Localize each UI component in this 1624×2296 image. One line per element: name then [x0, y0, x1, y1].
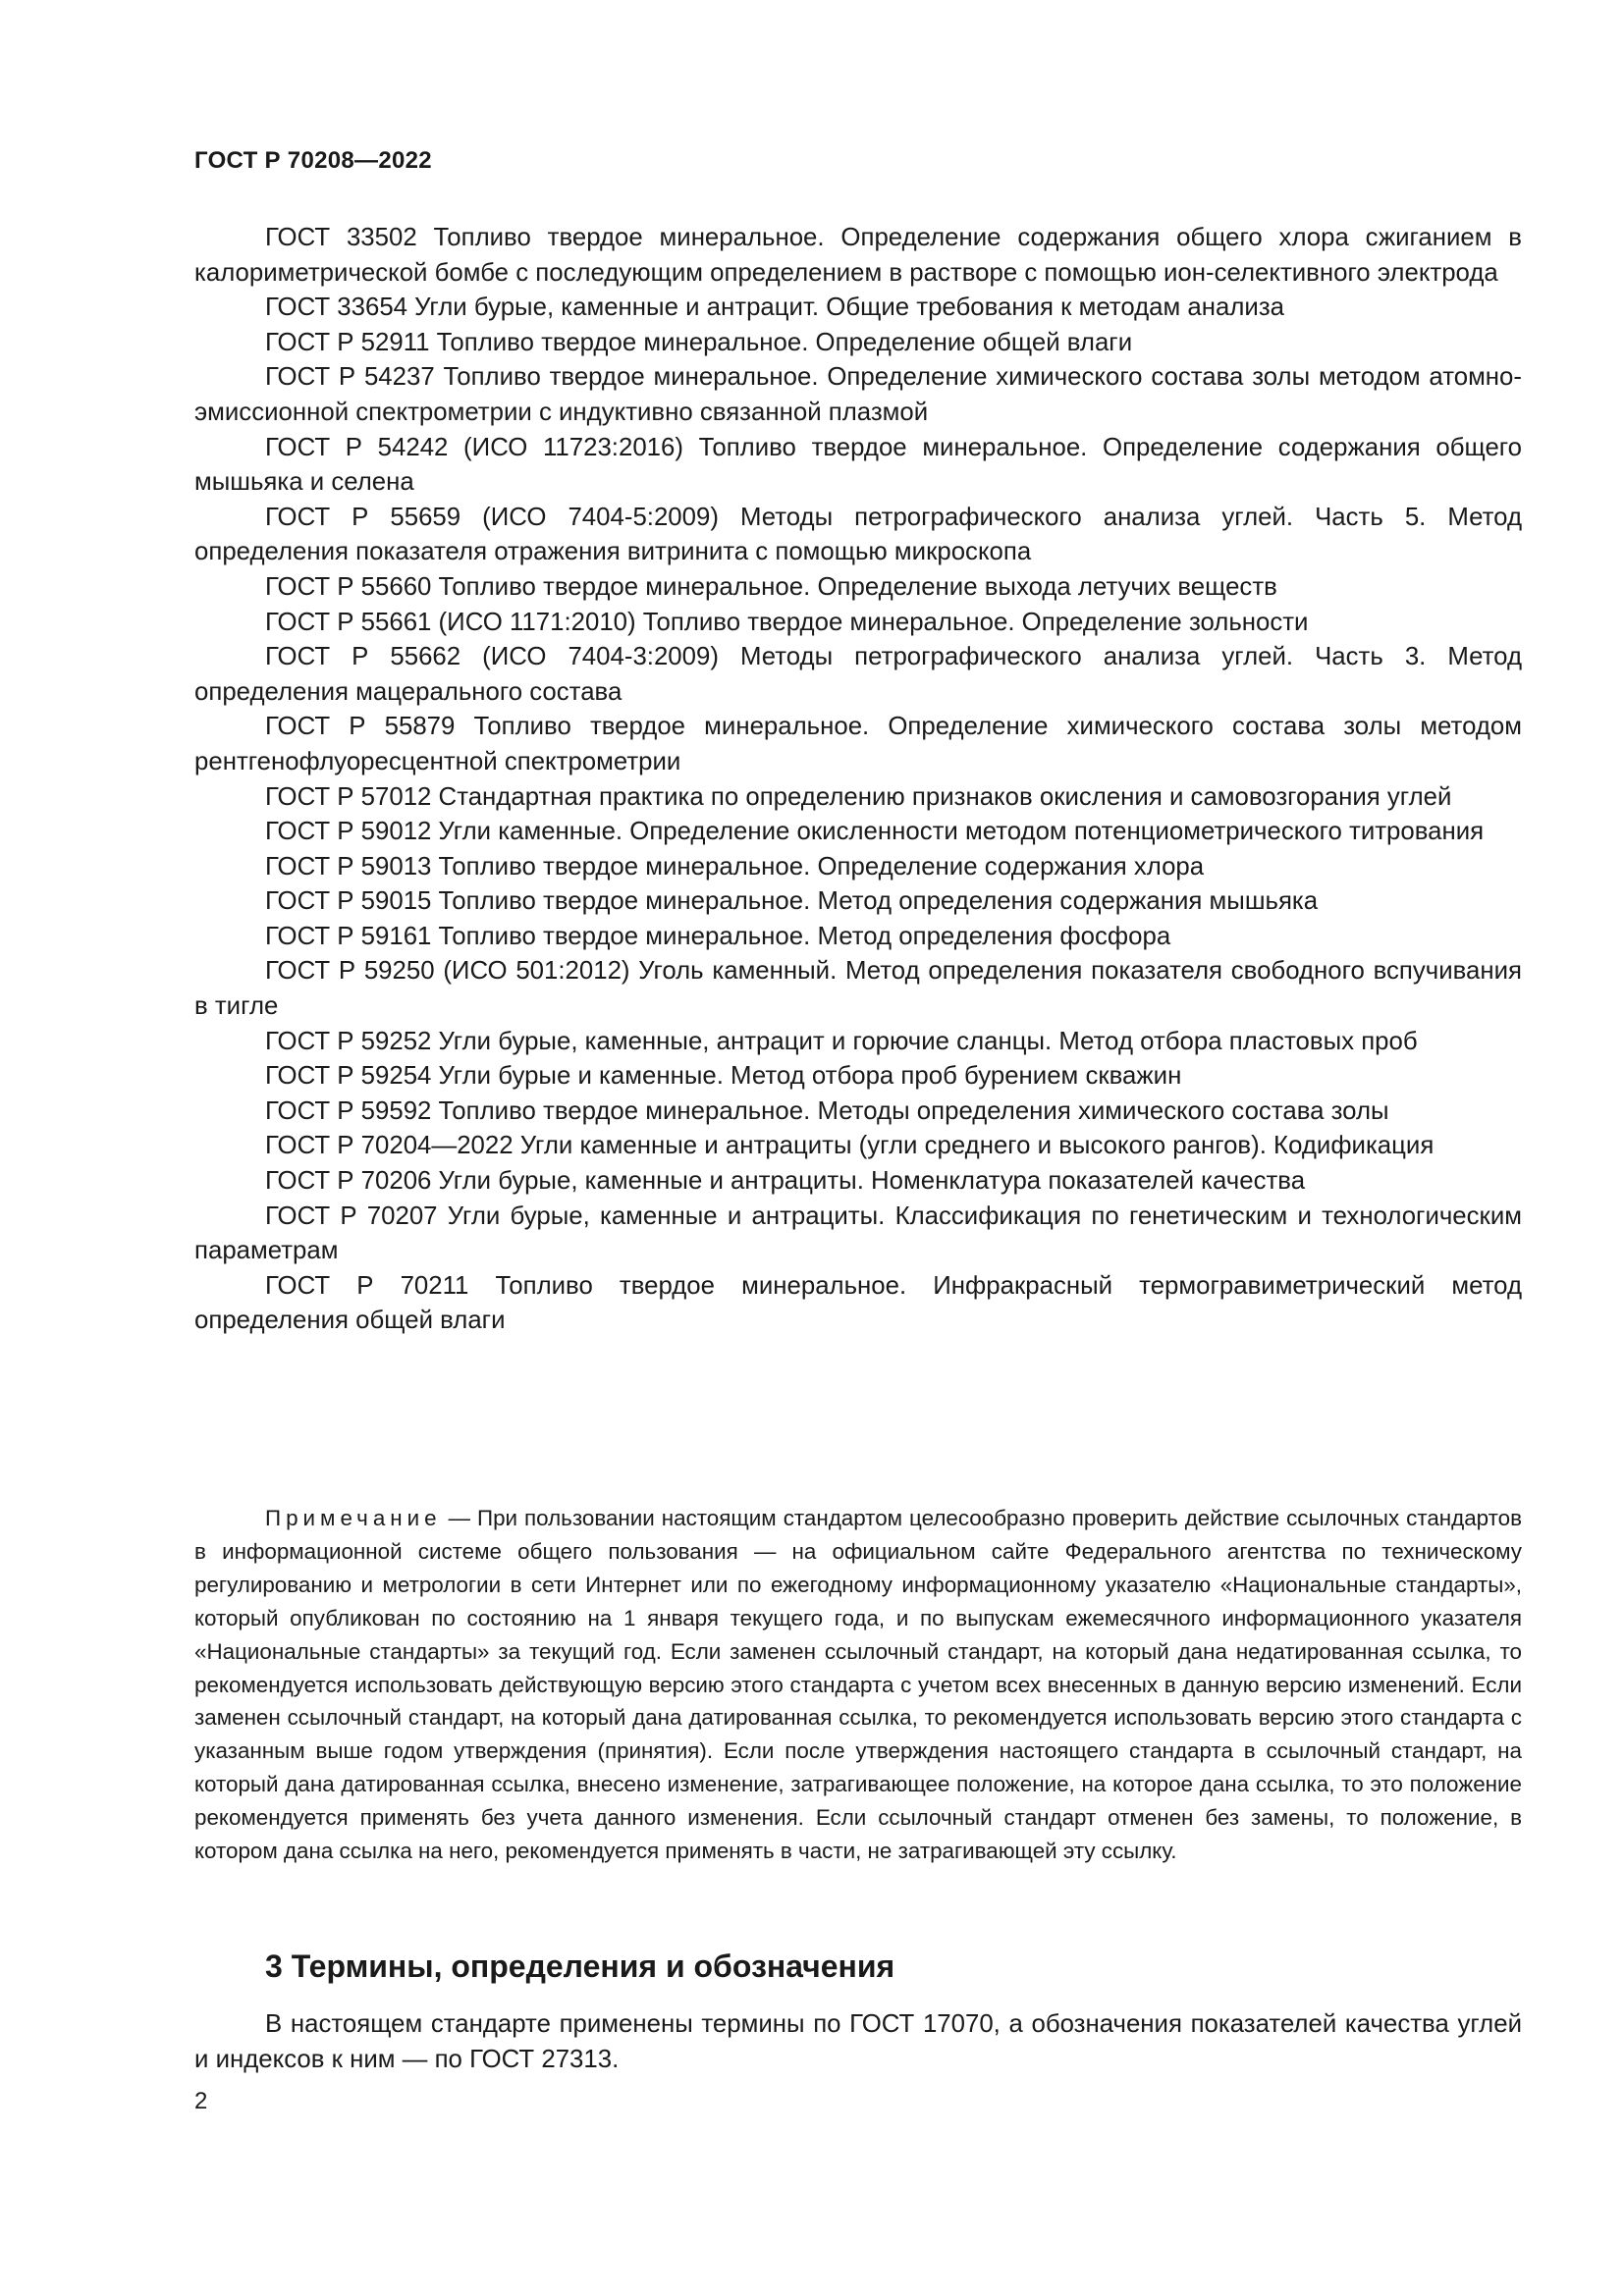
reference-item: ГОСТ Р 54237 Топливо твердое минеральное. Определение химического состава золы методом атомно-эмиссионной спектрометрии с индуктивно связанной плазмой	[194, 363, 1522, 426]
note-text: — При пользовании настоящим стандартом целесообразно проверить действие ссылочных стандартов в информационной системе общего пользования — на официальном сайте Федерального агентства по техническому регулированию и метрологии в сети Интернет или по ежегодному информационному указателю «Национальные стандарты», который опубликован по состоянию на 1 января текущего года, и по выпускам ежемесячного информационного указателя «Национальные стандарты» за текущий год. Если заменен ссылочный стандарт, на который дана недатированная ссылка, то рекомендуется использовать действующую версию этого стандарта с учетом всех внесенных в данную версию изменений. Если заменен ссылочный стандарт, на который дана датированная ссылка, то рекомендуется использовать версию этого стандарта с указанным выше годом утверждения (принятия). Если после утверждения настоящего стандарта в ссылочный стандарт, на который дана датированная ссылка, внесено изменение, затрагивающее положение, на которое дана ссылка, то это положение рекомендуется применять без учета данного изменения. Если ссылочный стандарт отменен без замены, то положение, в котором дана ссылка на него, рекомендуется применять в части, не затрагивающей эту ссылку.	[194, 1506, 1522, 1864]
note-label: Примечание	[265, 1506, 442, 1530]
reference-item: ГОСТ Р 59015 Топливо твердое минеральное. Метод определения содержания мышьяка	[265, 887, 1319, 916]
reference-item: ГОСТ Р 59254 Угли бурые и каменные. Метод отбора проб бурением скважин	[265, 1062, 1182, 1091]
reference-item: ГОСТ 33654 Угли бурые, каменные и антрацит. Общие требования к методам анализа	[265, 294, 1285, 322]
reference-item: ГОСТ Р 70211 Топливо твердое минеральное. Инфракрасный термогравиметрический метод определения общей влаги	[194, 1271, 1522, 1335]
reference-item: ГОСТ Р 59161 Топливо твердое минеральное. Метод определения фосфора	[265, 922, 1171, 950]
reference-item: ГОСТ 33502 Топливо твердое минеральное. Определение содержания общего хлора сжиганием в калориметрической бомбе с последующим определением в растворе с помощью ион-селективного электрода	[194, 224, 1522, 287]
section-title: 3 Термины, определения и обозначения	[265, 1949, 895, 1984]
reference-item: ГОСТ Р 52911 Топливо твердое минеральное. Определение общей влаги	[265, 328, 1133, 356]
reference-item: ГОСТ Р 59250 (ИСО 501:2012) Уголь каменный. Метод определения показателя свободного вспучивания в тигле	[194, 957, 1522, 1021]
reference-item: ГОСТ Р 70206 Угли бурые, каменные и антрациты. Номенклатура показателей качества	[265, 1167, 1306, 1196]
reference-item: ГОСТ Р 59592 Топливо твердое минеральное. Методы определения химического состава золы	[265, 1096, 1389, 1125]
reference-item: ГОСТ Р 54242 (ИСО 11723:2016) Топливо твердое минеральное. Определение содержания общего мышьяка и селена	[194, 433, 1522, 497]
reference-item: ГОСТ Р 55660 Топливо твердое минеральное. Определение выхода летучих веществ	[265, 572, 1277, 601]
reference-item: ГОСТ Р 55659 (ИСО 7404-5:2009) Методы петрографического анализа углей. Часть 5. Метод определения показателя отражения витринита с помощью микроскопа	[194, 503, 1522, 566]
normative-references-list	[194, 221, 1522, 1339]
reference-item: ГОСТ Р 55879 Топливо твердое минеральное. Определение химического состава золы методом рентгенофлуоресцентной спектрометрии	[194, 713, 1522, 775]
reference-item: ГОСТ Р 57012 Стандартная практика по определению признаков окисления и самовозгорания углей	[265, 782, 1452, 811]
reference-item: ГОСТ Р 59252 Угли бурые, каменные, антрацит и горючие сланцы. Метод отбора пластовых проб	[265, 1027, 1418, 1055]
reference-item: ГОСТ Р 59013 Топливо твердое минеральное. Определение содержания хлора	[265, 852, 1205, 881]
page-number: 2	[194, 2088, 208, 2114]
document-header-code: ГОСТ Р 70208—2022	[194, 147, 432, 174]
note-paragraph	[194, 1502, 1522, 1868]
reference-item: ГОСТ Р 70207 Угли бурые, каменные и антрациты. Классификация по генетическим и технологическим параметрам	[194, 1201, 1522, 1265]
reference-item: ГОСТ Р 59012 Угли каменные. Определение окисленности методом потенциометрического титрования	[265, 818, 1485, 846]
reference-item: ГОСТ Р 55662 (ИСО 7404-3:2009) Методы петрографического анализа углей. Часть 3. Метод определения мацерального состава	[194, 643, 1522, 706]
reference-item: ГОСТ Р 70204—2022 Угли каменные и антрациты (угли среднего и высокого рангов). Кодификация	[265, 1132, 1435, 1160]
section-paragraph: В настоящем стандарте применены термины по ГОСТ 17070, а обозначения показателей качества углей и индексов к ним — по ГОСТ 27313.	[194, 2010, 1522, 2073]
reference-item: ГОСТ Р 55661 (ИСО 1171:2010) Топливо твердое минеральное. Определение зольности	[265, 608, 1309, 636]
